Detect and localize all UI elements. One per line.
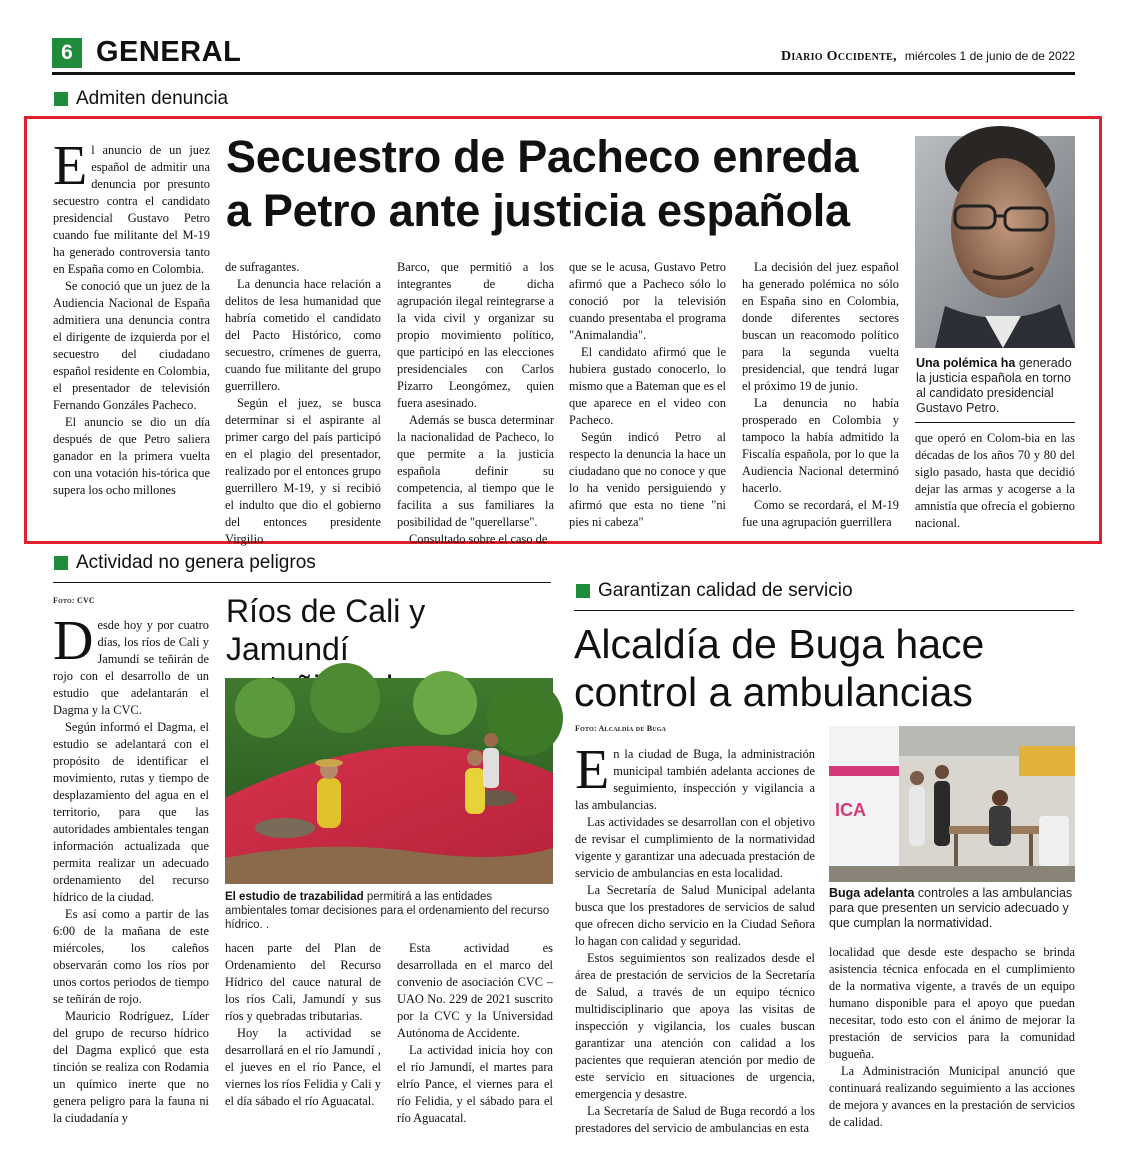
article1-col2-p2: La denuncia hace relación a delitos de lesa humanidad que habría cometido el candidato del Pacto Histórico, como secuestro, crímenes de guerra, cuando fue militante del grupo guerrillero. <box>225 277 381 393</box>
kicker-square-icon <box>576 584 590 598</box>
article1-col2-p1: de sufragantes. <box>225 260 300 274</box>
article1-col3-p1: Barco, que permitió a los integrantes de dicha agrupación ilegal reintegrarse a la vida civil y organizar su propio movimiento político, que participó en las elecciones presidenciales con Carlos Pizarro Leongómez, quien fuera asesinado. <box>397 260 554 410</box>
article1-col1-p3: El anuncio se dio un día después de que Petro saliera ganador en la primera vuelta con una votación his-tórica que supera los ocho millones <box>53 415 210 497</box>
article3-headline[interactable] <box>574 620 1074 716</box>
article1-col6-p1: que operó en Colom-bia en las décadas de los años 70 y 80 del siglo pasado, hasta que decidió dejar las armas y acogerse a la amnistía que ofrecía el gobierno nacional. <box>915 431 1075 530</box>
river-photo <box>225 678 553 884</box>
petro-photo <box>915 136 1075 348</box>
article3-dropcap: E <box>575 739 610 801</box>
section-title: GENERAL <box>96 36 242 68</box>
newspaper-name: Diario Occidente, <box>780 49 897 64</box>
article3-column-1 <box>575 739 815 1151</box>
article3-col2-p1: localidad que desde este despacho se brinda asistencia técnica enfocada en el cumplimiento de la normativa vigente, a través de un equipo humano disponible para el apoyo que puedan necesitar, todo esto con el ánimo de mejorar la prestación de servicios para la comunidad bugueña. <box>829 945 1075 1061</box>
ambulance-caption-bold: Buga adelanta <box>829 886 915 900</box>
red-river-image <box>225 678 553 884</box>
article3-kicker-text: Garantizan calidad de servicio <box>598 580 853 601</box>
article1-kicker <box>54 88 228 110</box>
article1-col5-p3: Como se recordará, el M-19 fue una agrupación guerrillera <box>742 498 899 529</box>
article3-kicker <box>576 580 853 602</box>
caption-rule <box>915 422 1075 423</box>
article2-col1-p4: Mauricio Rodríguez, Líder del grupo de recurso hídrico del Dagma explicó que esta tinción se realiza con Rodamia un químico inerte que no genera peligro para la fauna ni la ciudadanía y <box>53 1009 209 1125</box>
article2-col2-p1: hacen parte del Plan de Ordenamiento del Recurso Hídrico del cauce natural de los ríos Cali, Jamundí y sus ríos y quebradas tributarias. <box>225 941 381 1023</box>
article2-kicker <box>54 552 316 574</box>
ambulance-photo-caption <box>829 886 1075 931</box>
ambulance-inspection-image <box>829 726 1075 882</box>
kicker-square-icon <box>54 556 68 570</box>
article2-column-1 <box>53 610 209 1147</box>
article2-dropcap: D <box>53 610 94 672</box>
article2-headline-line1: Ríos de Cali y Jamundí <box>226 593 426 667</box>
article1-col1-p1: l anuncio de un juez español de admitir una denuncia por presunto secuestro contra el candidato presidencial Gustavo Petro cuando fue militante del M-19 ha generado controversia tanto en España como en Colombia. <box>53 143 210 276</box>
article3-photo-credit: Foto: Alcaldía de Buga <box>575 724 667 733</box>
article1-headline-line1: Secuestro de Pacheco enreda <box>226 131 859 182</box>
article1-col4-p3: Según indicó Petro al respecto la denuncia la hace un ciudadano que no conoce y que lo ha venido persiguiendo y afirmó que esta no tiene "ni pies ni cabeza" <box>569 430 726 529</box>
article1-col2-p3: Según el juez, se busca determinar si el aspirante al primer cargo del país participó en el plagio del presentador, realizado por el entonces grupo guerrillero M-19, y si recibió el indulto que dio el gobierno del entonces presidente Virgilio <box>225 396 381 546</box>
article1-column-5 <box>742 259 899 531</box>
kicker-square-icon <box>54 92 68 106</box>
article2-col1-p1: esde hoy y por cuatro días, los ríos de Cali y Jamundí se teñirán de rojo con el desarrollo de un estudio que adelantarán el Dagma y la CVC. <box>53 618 209 717</box>
petro-portrait-image <box>915 136 1075 348</box>
article1-column-2 <box>225 259 381 546</box>
article2-col3-p1: Esta actividad es desarrollada en el marco del convenio de asociación CVC – UAO No. 229 de 2021 suscrito por la CVC y la Universidad Autónoma de Accidente. <box>397 941 553 1040</box>
article1-kicker-text: Admiten denuncia <box>76 88 229 109</box>
article3-col2-p2: La Administración Municipal anunció que continuará realizando seguimiento a las acciones de mejora y avances en la prestación de servicios de calidad. <box>829 1064 1075 1129</box>
article2-column-3 <box>397 940 553 1150</box>
article3-col1-p1: n la ciudad de Buga, la administración municipal también adelanta acciones de seguimiento, inspección y vigilancia a las ambulancias. <box>575 747 815 812</box>
article2-col1-p2: Según informó el Dagma, el estudio se adelantará con el propósito de identificar el movimiento, rutas y tiempo de desplazamiento del agua en el territorio, para que las autoridades ambientales tengan información actualizada que permita realizar un adecuado ordenamiento del recurso hídrico de la ciudad. <box>53 720 209 904</box>
article1-col5-p2: La denuncia no había prosperado en Colombia y tampoco la había admitido la Fiscalía española, por lo que la Audiencia Nacional determinó hacerlo. <box>742 396 899 495</box>
article1-col3-p3: Consultado sobre el caso de <box>409 532 548 546</box>
petro-caption-text: generado la justicia española en torno al candidato presidencial Gustavo Petro. <box>916 356 1072 415</box>
article3-col1-p3: La Secretaría de Salud Municipal adelanta busca que los prestadores de servicios de salud que ofrecen dicho servicio en la Ciudad Señora lo hagan con calidad y seguridad. <box>575 883 815 948</box>
article3-column-2 <box>829 944 1075 1154</box>
header-rule <box>52 72 1075 75</box>
article1-column-4 <box>569 259 726 531</box>
petro-photo-caption <box>916 356 1076 416</box>
masthead <box>781 49 1075 65</box>
article1-col4-p2: El candidato afirmó que le hubiera gustado conocerlo, lo mismo que a Bateman que es el que aparece en el video con Pacheco. <box>569 345 726 427</box>
issue-date: miércoles 1 de junio de de 2022 <box>904 49 1075 63</box>
page-number: 6 <box>52 38 82 68</box>
article1-headline[interactable] <box>226 130 906 238</box>
petro-caption-bold: Una polémica ha <box>916 356 1016 370</box>
river-caption-text: permitirá a las entidades ambientales tomar decisiones para el ordenamiento del recurso hídrico. . <box>225 891 550 931</box>
article1-col1-p2: Se conoció que un juez de la Audiencia Nacional de España admitiera una denuncia contra el dirigente de izquierda por el secuestro del ciudadano español residente en Colombia, el presentador de televisión Fernando Gonzáles Pacheco. <box>53 279 210 412</box>
ambulance-caption-text: controles a las ambulancias para que presenten un servicio adecuado y que cumplan la normatividad. <box>829 886 1073 930</box>
article3-headline-line1: Alcaldía de Buga hace <box>574 621 985 667</box>
river-caption-bold: El estudio de trazabilidad <box>225 891 364 903</box>
river-photo-caption <box>225 890 553 932</box>
article3-col1-p5: La Secretaría de Salud de Buga recordó a los prestadores del servicio de ambulancias en esta <box>575 1104 815 1135</box>
article2-rule <box>53 582 551 583</box>
article1-column-1 <box>53 135 210 532</box>
article1-dropcap: E <box>53 135 88 197</box>
article1-col4-p1: que se le acusa, Gustavo Petro afirmó que a Pacheco sólo lo conoció por la televisión cuando presentaba el programa "Animalandia". <box>569 260 726 342</box>
article2-col2-p2: Hoy la actividad se desarrollará en el río Jamundí , el jueves en el río Pance, el viernes los ríos Felidia y Cali y el día sábado el río Aguacatal. <box>225 1026 381 1108</box>
ambulance-photo <box>829 726 1075 882</box>
article3-col1-p4: Estos seguimientos son realizados desde el área de prestación de servicios de la Secretaría de Salud, a través de un equipo técnico multidisciplinario que apoya las visitas de inspección y vigilancia, los cuales buscan garantizar una atención con calidad a los pacientes que requieran atención por medio de este servicio en situaciones de urgencia, emergencia y desastre. <box>575 951 815 1101</box>
article2-col1-p3: Es así como a partir de las 6:00 de la mañana de este miércoles, los caleños observarán como los ríos por unos cortos periodos de tiempo se teñirán de rojo. <box>53 907 209 1006</box>
article1-column-3 <box>397 259 554 546</box>
article1-col3-p2: Además se busca determinar la nacionalidad de Pacheco, lo que permite a la justicia española definir su competencia, al tiempo que le facilita a sus familiares la posibilidad de "querellarse". <box>397 413 554 529</box>
article1-col5-p1: La decisión del juez español ha generado polémica no sólo en España sino en Colombia, donde diferentes sectores buscan un reacomodo político para la segunda vuelta presidencial, que tendrá lugar el próximo 19 de junio. <box>742 260 899 393</box>
article2-photo-credit: Foto: CVC <box>53 596 95 605</box>
article2-column-2 <box>225 940 381 1150</box>
article2-col3-p2: La actividad inicia hoy con el río Jamundí, el martes para elrío Pance, el viernes para el río Felidia, y el sábado para el río Aguacatal. <box>397 1043 553 1125</box>
article1-headline-line2: a Petro ante justicia española <box>226 185 850 236</box>
svg-text:ICA: ICA <box>835 800 866 820</box>
article3-col1-p2: Las actividades se desarrollan con el objetivo de revisar el cumplimiento de la normatividad vigente y garantizar una adecuada prestación de servicio de ambulancias en esta localidad. <box>575 815 815 880</box>
article1-column-6 <box>915 430 1075 532</box>
article2-kicker-text: Actividad no genera peligros <box>76 552 316 573</box>
article3-rule <box>574 610 1074 611</box>
article3-headline-line2: control a ambulancias <box>574 669 973 715</box>
